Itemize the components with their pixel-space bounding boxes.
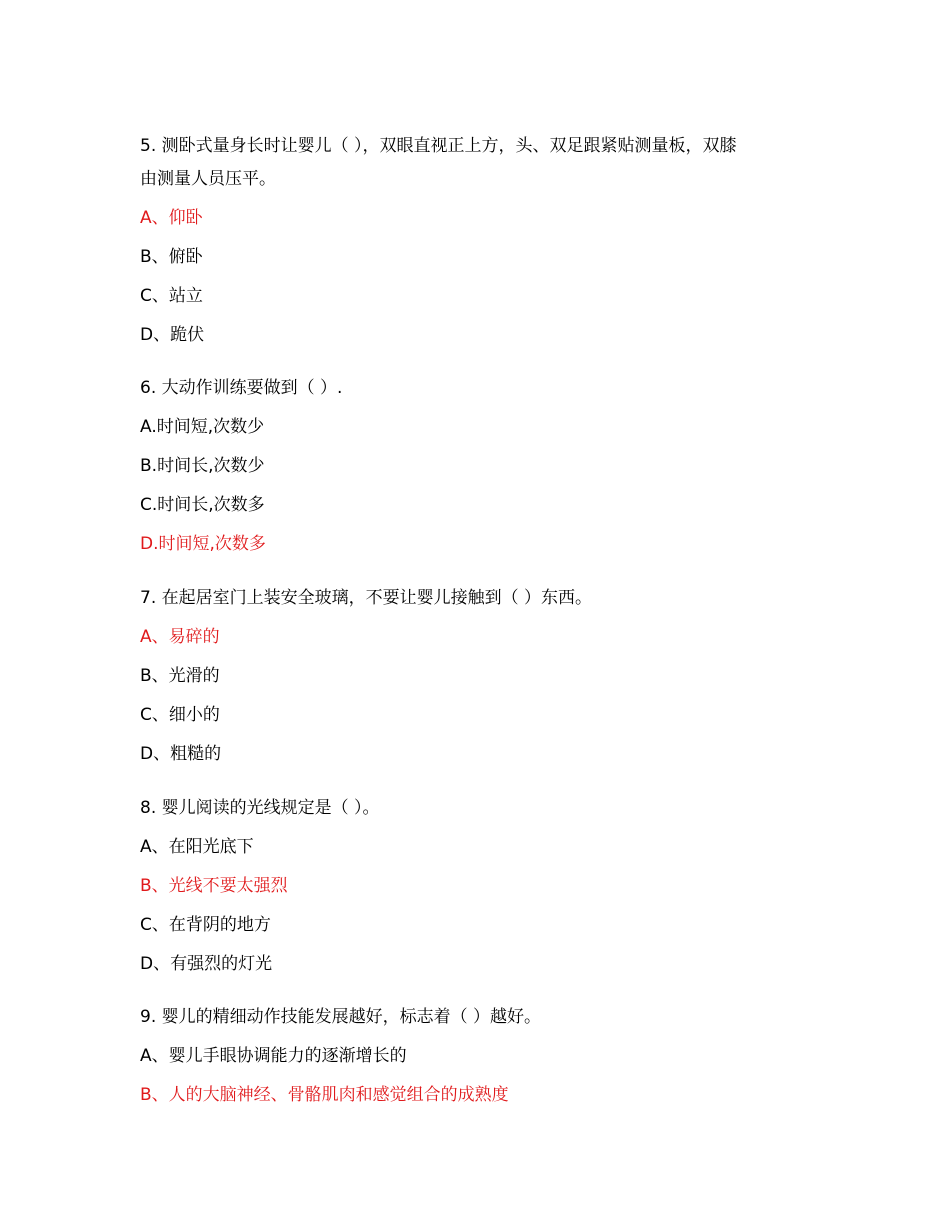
- question-6-option-b: B.时间长,次数少: [140, 456, 265, 476]
- question-8-option-c: C、在背阴的地方: [140, 915, 271, 935]
- question-9-option-b: B、人的大脑神经、骨骼肌肉和感觉组合的成熟度: [140, 1085, 509, 1105]
- question-7-option-b: B、光滑的: [140, 666, 220, 686]
- question-8-option-d: D、有强烈的灯光: [140, 954, 273, 974]
- question-7-option-c: C、细小的: [140, 705, 220, 725]
- question-5-option-d: D、跪伏: [140, 325, 205, 345]
- question-6-stem: 6. 大动作训练要做到（ ）.: [140, 378, 343, 398]
- question-6-option-d: D.时间短,次数多: [140, 534, 266, 554]
- question-8-option-b: B、光线不要太强烈: [140, 876, 288, 896]
- question-7-option-a: A、易碎的: [140, 627, 220, 647]
- question-9-option-a: A、婴儿手眼协调能力的逐渐增长的: [140, 1046, 407, 1066]
- question-5-option-c: C、站立: [140, 286, 203, 306]
- question-7-option-d: D、粗糙的: [140, 744, 222, 764]
- question-8-stem: 8. 婴儿阅读的光线规定是（ ）。: [140, 798, 380, 818]
- question-9-stem: 9. 婴儿的精细动作技能发展越好，标志着（ ）越好。: [140, 1007, 542, 1027]
- question-8-option-a: A、在阳光底下: [140, 837, 254, 857]
- question-5-option-b: B、俯卧: [140, 247, 203, 267]
- question-5-stem-line-1: 5. 测卧式量身长时让婴儿（ ），双眼直视正上方，头、双足跟紧贴测量板，双膝: [140, 136, 737, 156]
- question-6-option-a: A.时间短,次数少: [140, 417, 265, 437]
- question-7-stem: 7. 在起居室门上装安全玻璃，不要让婴儿接触到（ ）东西。: [140, 588, 593, 608]
- question-5-stem-line-2: 由测量人员压平。: [140, 169, 276, 189]
- question-6-option-c: C.时间长,次数多: [140, 495, 265, 515]
- question-5-option-a: A、仰卧: [140, 208, 203, 228]
